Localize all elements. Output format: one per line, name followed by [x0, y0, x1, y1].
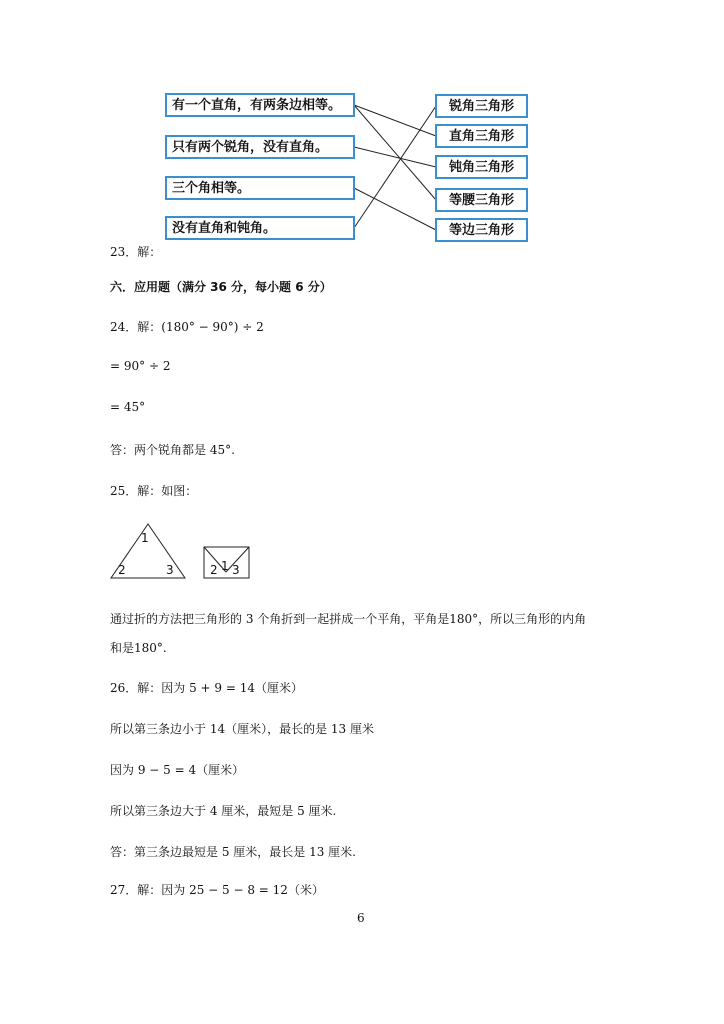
right-box-1: 锐角三角形	[435, 94, 528, 118]
triangle-angle-1: 1	[141, 531, 149, 545]
q27-line-1: 27．解：因为 25 − 5 − 8 = 12（米）	[110, 883, 324, 897]
q26-line-4: 所以第三条边大于 4 厘米，最短是 5 厘米.	[110, 804, 337, 818]
right-box-4: 等腰三角形	[435, 188, 528, 212]
left-box-3: 三个角相等。	[165, 176, 355, 200]
q25-text-2: 和是180°.	[110, 641, 167, 655]
q24-line-2: = 90° ÷ 2	[110, 359, 171, 373]
q25-line-1: 25．解：如图：	[110, 484, 198, 498]
q26-line-1: 26．解：因为 5 + 9 = 14（厘米）	[110, 681, 303, 695]
left-box-4: 没有直角和钝角。	[165, 216, 355, 240]
q26-answer: 答：第三条边最短是 5 厘米，最长是 13 厘米.	[110, 845, 356, 859]
right-box-3: 钝角三角形	[435, 155, 528, 179]
folded-angle-3: 3	[232, 563, 240, 577]
right-box-2: 直角三角形	[435, 124, 528, 148]
section-6-heading: 六．应用题（满分 36 分，每小题 6 分）	[110, 280, 332, 294]
q26-line-2: 所以第三条边小于 14（厘米），最长的是 13 厘米	[110, 722, 374, 736]
folded-angle-1: 1	[221, 559, 229, 573]
q24-answer: 答：两个锐角都是 45°.	[110, 443, 235, 457]
q25-text-1: 通过折的方法把三角形的 3 个角折到一起拼成一个平角，平角是180°，所以三角形的内角	[110, 612, 587, 626]
triangle-angle-3: 3	[166, 563, 174, 577]
q23-label: 23．解：	[110, 245, 162, 259]
left-box-1: 有一个直角，有两条边相等。	[165, 93, 355, 117]
page-number: 6	[357, 911, 365, 925]
right-box-5: 等边三角形	[435, 218, 528, 242]
q24-line-1: 24．解：(180° − 90°) ÷ 2	[110, 320, 264, 334]
triangle-angle-2: 2	[118, 563, 126, 577]
q24-line-3: = 45°	[110, 400, 146, 414]
left-box-2: 只有两个锐角，没有直角。	[165, 135, 355, 159]
folded-angle-2: 2	[210, 563, 218, 577]
q26-line-3: 因为 9 − 5 = 4（厘米）	[110, 763, 245, 777]
